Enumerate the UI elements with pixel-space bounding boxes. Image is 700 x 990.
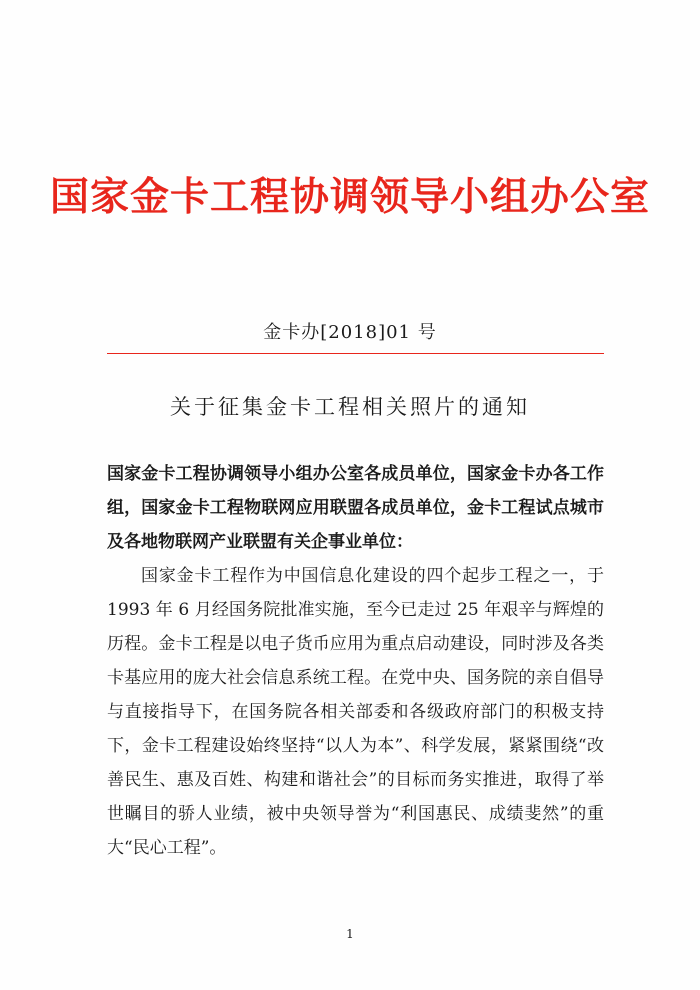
red-divider-line <box>107 353 604 354</box>
document-body <box>107 457 604 865</box>
document-title: 关于征集金卡工程相关照片的通知 <box>170 395 530 419</box>
document-number: 金卡办[2018]01 号 <box>263 322 437 343</box>
body-paragraph: 国家金卡工程作为中国信息化建设的四个起步工程之一，于1993 年 6 月经国务院批准实施，至今已走过 25 年艰辛与辉煌的历程。金卡工程是以电子货币应用为重点启动建设，同时涉及各类卡基应用的庞大社会信息系统工程。在党中央、国务院的亲自倡导与直接指导下，在国务院各相关部委和各级政府部门的积极支持下，金卡工程建设始终坚持“以人为本”、科学发展，紧紧围绕“改善民生、惠及百姓、构建和谐社会”的目标而务实推进，取得了举世瞩目的骄人业绩，被中央领导誉为“利国惠民、成绩斐然”的重大“民心工程”。 <box>107 566 604 858</box>
addressee-paragraph: 国家金卡工程协调领导小组办公室各成员单位，国家金卡办各工作组，国家金卡工程物联网应用联盟各成员单位，金卡工程试点城市及各地物联网产业联盟有关企事业单位： <box>107 464 604 552</box>
organization-header: 国家金卡工程协调领导小组办公室 <box>49 175 650 220</box>
page-number: 1 <box>346 927 354 941</box>
